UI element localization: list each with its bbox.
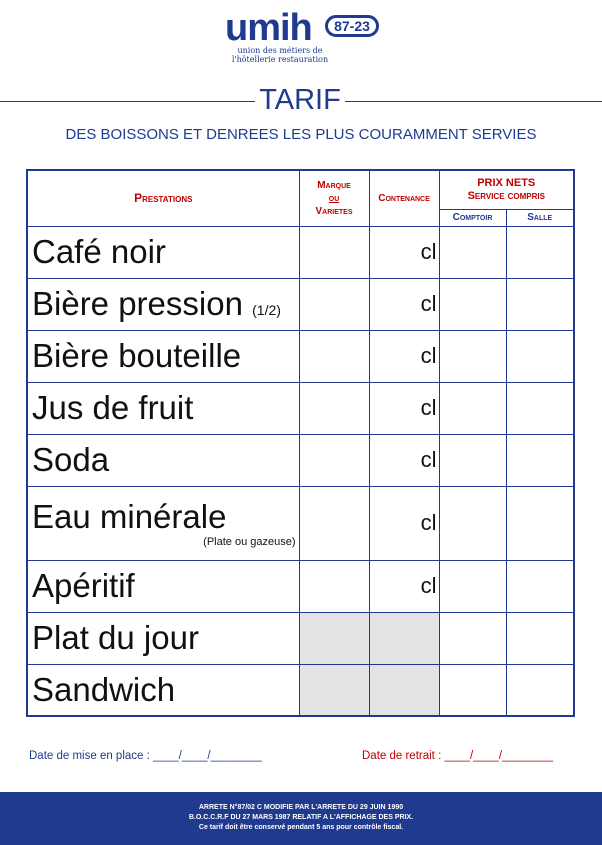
date-mise-en-place: Date de mise en place : ____/____/________ (29, 750, 262, 762)
salle-cell (506, 330, 574, 382)
legal-line-3: Ce tarif doit être conservé pendant 5 ans pour contrôle fiscal. (198, 824, 404, 831)
item-label: Sandwich (32, 670, 176, 708)
comptoir-cell (439, 664, 506, 716)
table-row (27, 560, 574, 612)
table-row (27, 486, 574, 560)
logo-tagline-2: l'hôtellerie restauration (231, 55, 329, 64)
page-title: TARIF (259, 84, 341, 116)
marque-cell-shaded (299, 612, 369, 664)
item-label: Café noir (32, 233, 166, 270)
marque-cell (299, 560, 369, 612)
item-sub: (Plate ou gazeuse) (203, 536, 296, 548)
salle-cell (506, 560, 574, 612)
header-marque-3: Varietes (315, 205, 353, 217)
item-label: Jus de fruit (32, 389, 194, 426)
salle-cell (506, 612, 574, 664)
comptoir-cell (439, 434, 506, 486)
item-name (27, 612, 299, 664)
item-name (27, 226, 299, 278)
item-name (27, 664, 299, 716)
unit-cell: cl (369, 278, 439, 330)
item-name (27, 434, 299, 486)
item-label: Bière pression (32, 285, 243, 322)
unit-cell: cl (369, 434, 439, 486)
marque-cell (299, 382, 369, 434)
item-note: (1/2) (252, 302, 281, 318)
header-prix-1: PRIX NETS (477, 176, 536, 189)
header-comptoir: Comptoir (439, 209, 506, 226)
table-row (27, 278, 574, 330)
table-row (27, 664, 574, 716)
header-prestations-label: Prestations (134, 190, 193, 205)
item-label: Soda (32, 441, 110, 478)
legal-line-2: B.O.C.C.R.F DU 27 MARS 1987 RELATIF A L'AFFICHAGE DES PRIX. (188, 814, 414, 821)
table-row (27, 330, 574, 382)
table-row (27, 226, 574, 278)
page-subtitle: DES BOISSONS ET DENREES LES PLUS COURAMMENT SERVIES (65, 126, 537, 143)
salle-cell (506, 226, 574, 278)
header-prix (439, 170, 574, 209)
logo-badge: 87-23 (325, 15, 379, 37)
logo-brand: umih (225, 7, 312, 49)
marque-cell (299, 226, 369, 278)
header-marque-1: Marque (317, 179, 351, 191)
header-marque-2: ou (328, 192, 340, 204)
tarif-table (26, 169, 575, 717)
salle-cell (506, 664, 574, 716)
date-retrait: Date de retrait : ____/____/________ (362, 750, 554, 762)
salle-cell (506, 486, 574, 560)
legal-line-1: ARRETE N°87/02 C MODIFIE PAR L'ARRETE DU 29 JUIN 1990 (198, 804, 404, 811)
marque-cell (299, 278, 369, 330)
unit-cell: cl (369, 486, 439, 560)
comptoir-cell (439, 226, 506, 278)
salle-cell (506, 434, 574, 486)
legal-footer (0, 792, 602, 845)
title-rule-left (0, 101, 255, 102)
marque-cell (299, 330, 369, 382)
comptoir-cell (439, 382, 506, 434)
item-label: Plat du jour (32, 619, 199, 656)
header-contenance (369, 170, 439, 226)
header-prix-2: Service compris (467, 189, 545, 202)
logo-tagline (225, 46, 335, 64)
logo-tagline-1: union des métiers de (237, 46, 323, 55)
item-label: Bière bouteille (32, 337, 242, 374)
unit-cell: cl (369, 382, 439, 434)
salle-cell (506, 278, 574, 330)
unit-cell-shaded (369, 664, 439, 716)
header-contenance-label: Contenance (378, 192, 430, 204)
umih-logo (225, 8, 385, 70)
comptoir-cell (439, 278, 506, 330)
unit-cell-shaded (369, 612, 439, 664)
item-name (27, 278, 299, 330)
unit-cell: cl (369, 330, 439, 382)
header-prestations (27, 170, 299, 226)
marque-cell-shaded (299, 664, 369, 716)
item-label: Apéritif (32, 567, 135, 604)
header-marque (299, 170, 369, 226)
table-row (27, 434, 574, 486)
header-salle: Salle (506, 209, 574, 226)
salle-cell (506, 382, 574, 434)
item-name (27, 382, 299, 434)
marque-cell (299, 486, 369, 560)
comptoir-cell (439, 330, 506, 382)
unit-cell: cl (369, 226, 439, 278)
comptoir-cell (439, 612, 506, 664)
item-label: Eau minérale (32, 498, 227, 535)
item-name (27, 330, 299, 382)
item-name (27, 560, 299, 612)
table-row (27, 612, 574, 664)
unit-cell: cl (369, 560, 439, 612)
comptoir-cell (439, 560, 506, 612)
comptoir-cell (439, 486, 506, 560)
marque-cell (299, 434, 369, 486)
table-row (27, 382, 574, 434)
title-rule-right (345, 101, 602, 102)
item-name (27, 486, 299, 560)
